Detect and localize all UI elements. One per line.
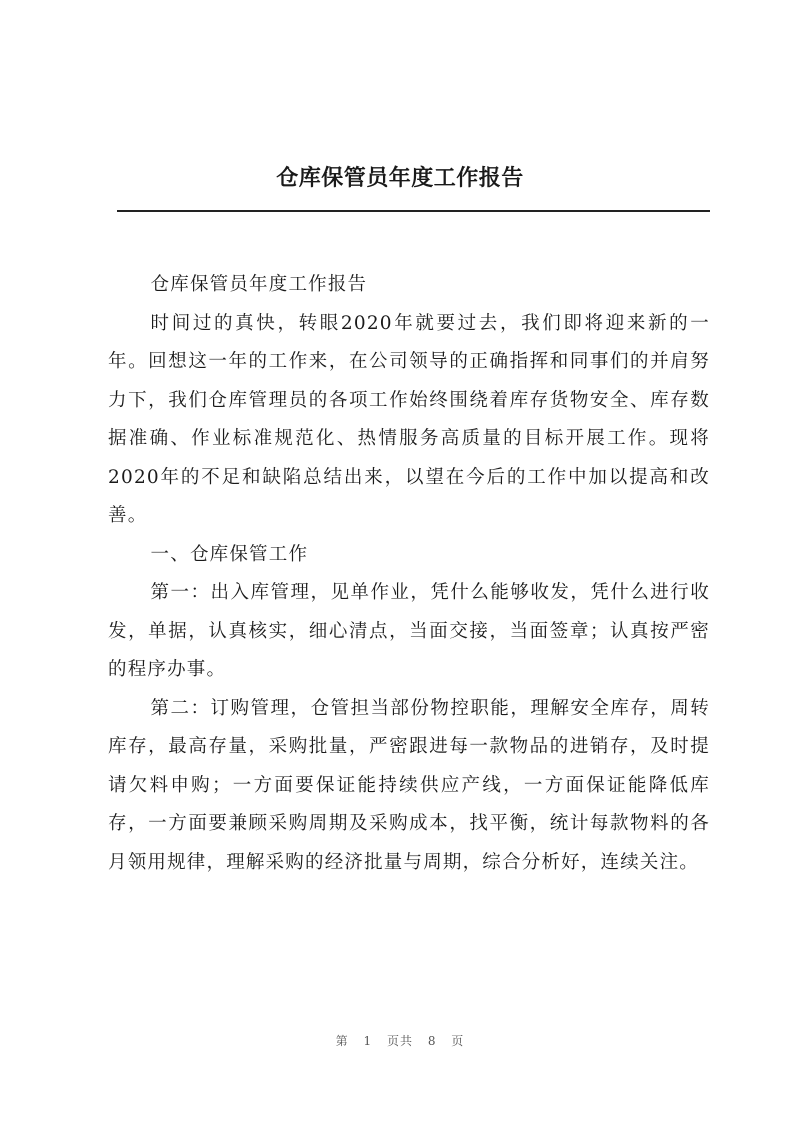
title-divider [117,210,710,212]
footer-total-pages: 8 [427,1034,437,1048]
page-title: 仓库保管员年度工作报告 [276,165,524,191]
footer-middle: 页共 [386,1034,413,1048]
body-paragraph: 第二：订购管理，仓管担当部份物控职能，理解安全库存，周转库存，最高存量，采购批量，严密跟进每一款物品的进销存，及时提请欠料申购；一方面要保证能持续供应产线，一方面保证能降低库存，一方面要兼顾采购周期及采购成本，找平衡，统计每款物料的各月领用规律，理解采购的经济批量与周期，综合分析好，连续关注。 [108,697,710,873]
body-paragraph: 仓库保管员年度工作报告 [150,274,368,295]
document-body [108,266,710,882]
section-heading: 一、仓库保管工作 [150,543,309,565]
page-footer [0,1032,800,1049]
body-paragraph: 第一：出入库管理，见单作业，凭什么能够收发，凭什么进行收发，单据，认真核实，细心清点，当面交接，当面签章；认真按严密的程序办事。 [108,582,710,680]
body-paragraph: 时间过的真快，转眼2020年就要过去，我们即将迎来新的一年。回想这一年的工作来，在公司领导的正确指挥和同事们的并肩努力下，我们仓库管理员的各项工作始终围绕着库存货物安全、库存数据准确、作业标准规范化、热情服务高质量的目标开展工作。现将2020年的不足和缺陷总结出来，以望在今后的工作中加以提高和改善。 [108,312,710,526]
footer-prefix: 第 [335,1034,349,1048]
footer-current-page: 1 [363,1034,373,1048]
footer-suffix: 页 [451,1034,465,1048]
